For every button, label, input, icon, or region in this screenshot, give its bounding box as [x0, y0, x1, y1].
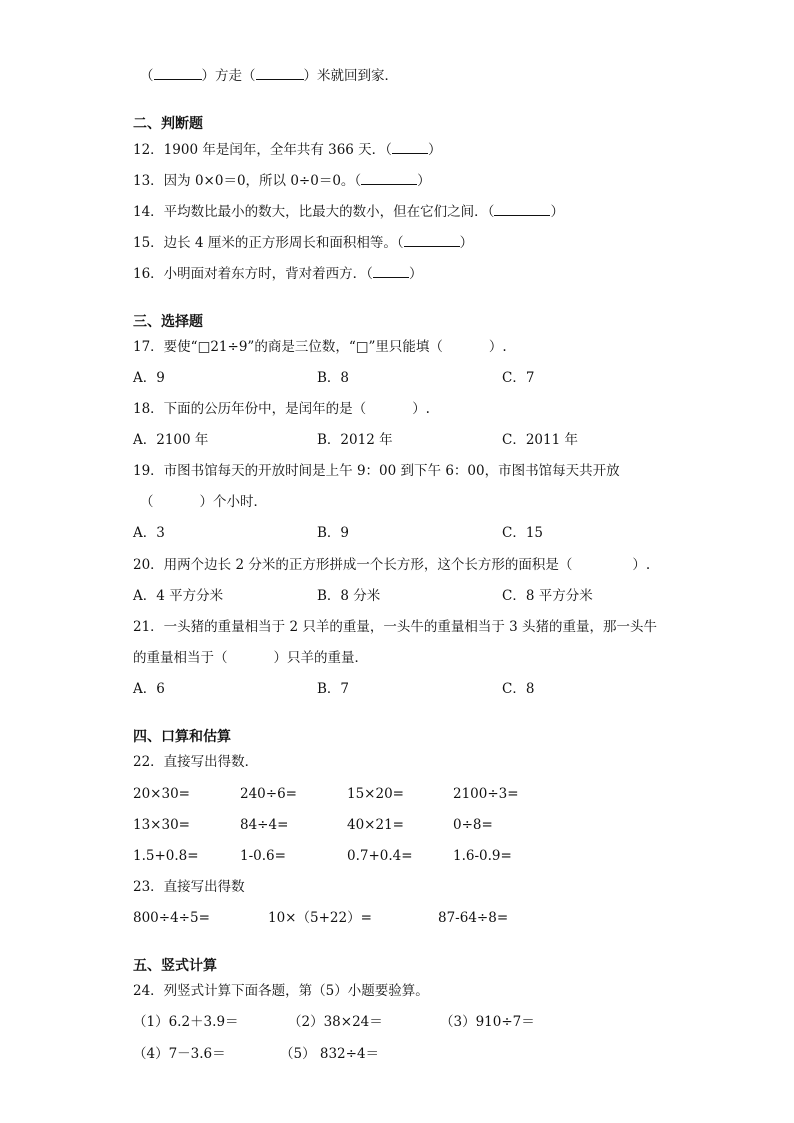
calc-item: （5） 832÷4＝: [280, 1046, 380, 1062]
option-a[interactable]: A．6: [133, 681, 165, 697]
question-21-cont: 的重量相当于（ ）只羊的重量．: [133, 650, 368, 666]
calc-item: （2）38×24＝: [288, 1014, 383, 1030]
question-19: 19．市图书馆每天的开放时间是上午 9：00 到下午 6：00，市图书馆每天共开放: [133, 463, 620, 479]
calc-item: 240÷6=: [240, 786, 297, 802]
answer-blank[interactable]: [361, 171, 417, 185]
option-c[interactable]: C．8: [502, 681, 535, 697]
calc-item: 40×21=: [347, 817, 404, 833]
calc-item: 87-64÷8=: [438, 910, 509, 926]
section-title-judgement: 二、判断题: [133, 116, 203, 132]
fill-line-direction: （ ）方走（ ）米就回到家．: [140, 68, 398, 84]
section-title-choice: 三、选择题: [133, 314, 203, 330]
calc-item: 13×30=: [133, 817, 190, 833]
question-15: 15．边长 4 厘米的正方形周长和面积相等。（ ）: [133, 235, 474, 251]
option-a[interactable]: A．4 平方分米: [133, 588, 224, 604]
option-c[interactable]: C．2011 年: [502, 432, 578, 448]
option-b[interactable]: B．8: [317, 370, 350, 386]
option-a[interactable]: A．3: [133, 525, 165, 541]
question-12: 12．1900 年是闰年，全年共有 366 天．（ ）: [133, 142, 442, 158]
option-a[interactable]: A．2100 年: [133, 432, 209, 448]
calc-item: 84÷4=: [240, 817, 289, 833]
calc-item: 800÷4÷5=: [133, 910, 210, 926]
question-20: 20．用两个边长 2 分米的正方形拼成一个长方形，这个长方形的面积是（ ）.: [133, 557, 651, 573]
calc-item: 10×（5+22）=: [268, 910, 372, 926]
calc-item: （4）7－3.6＝: [133, 1046, 226, 1062]
question-21: 21．一头猪的重量相当于 2 只羊的重量，一头牛的重量相当于 3 头猪的重量，那一头牛: [133, 619, 658, 635]
question-23: 23．直接写出得数: [133, 879, 245, 895]
option-b[interactable]: B．2012 年: [317, 432, 393, 448]
calc-item: 20×30=: [133, 786, 190, 802]
answer-blank[interactable]: [494, 202, 550, 216]
answer-blank[interactable]: [392, 140, 428, 154]
section-title-vertical-calc: 五、竖式计算: [133, 958, 217, 974]
calc-item: 2100÷3=: [453, 786, 519, 802]
question-24: 24．列竖式计算下面各题，第（5）小题要验算。: [133, 983, 429, 999]
question-17: 17．要使“□21÷9”的商是三位数，“□”里只能填（ ）.: [133, 339, 507, 355]
calc-item: 1.6-0.9=: [453, 848, 512, 864]
option-b[interactable]: B．7: [317, 681, 350, 697]
calc-item: （1）6.2＋3.9＝: [133, 1014, 239, 1030]
question-14: 14．平均数比最小的数大，比最大的数小，但在它们之间．（ ）: [133, 204, 564, 220]
section-title-mental-math: 四、口算和估算: [133, 729, 231, 745]
answer-blank[interactable]: [256, 66, 304, 80]
option-c[interactable]: C．8 平方分米: [502, 588, 593, 604]
answer-blank[interactable]: [154, 66, 202, 80]
calc-item: （3）910÷7＝: [440, 1014, 535, 1030]
question-22: 22．直接写出得数．: [133, 754, 259, 770]
option-b[interactable]: B．8 分米: [317, 588, 381, 604]
option-a[interactable]: A．9: [133, 370, 165, 386]
question-13: 13．因为 0×0＝0，所以 0÷0＝0。（ ）: [133, 173, 431, 189]
option-b[interactable]: B．9: [317, 525, 350, 541]
option-c[interactable]: C．15: [502, 525, 544, 541]
calc-item: 0.7+0.4=: [347, 848, 413, 864]
calc-item: 1.5+0.8=: [133, 848, 199, 864]
calc-item: 15×20=: [347, 786, 404, 802]
question-18: 18．下面的公历年份中，是闰年的是（ ）.: [133, 401, 430, 417]
calc-item: 0÷8=: [453, 817, 493, 833]
answer-blank[interactable]: [373, 264, 409, 278]
question-19-cont: （ ）个小时．: [140, 494, 267, 510]
calc-item: 1-0.6=: [240, 848, 286, 864]
question-16: 16．小明面对着东方时，背对着西方．（ ）: [133, 266, 423, 282]
answer-blank[interactable]: [404, 233, 460, 247]
option-c[interactable]: C．7: [502, 370, 535, 386]
